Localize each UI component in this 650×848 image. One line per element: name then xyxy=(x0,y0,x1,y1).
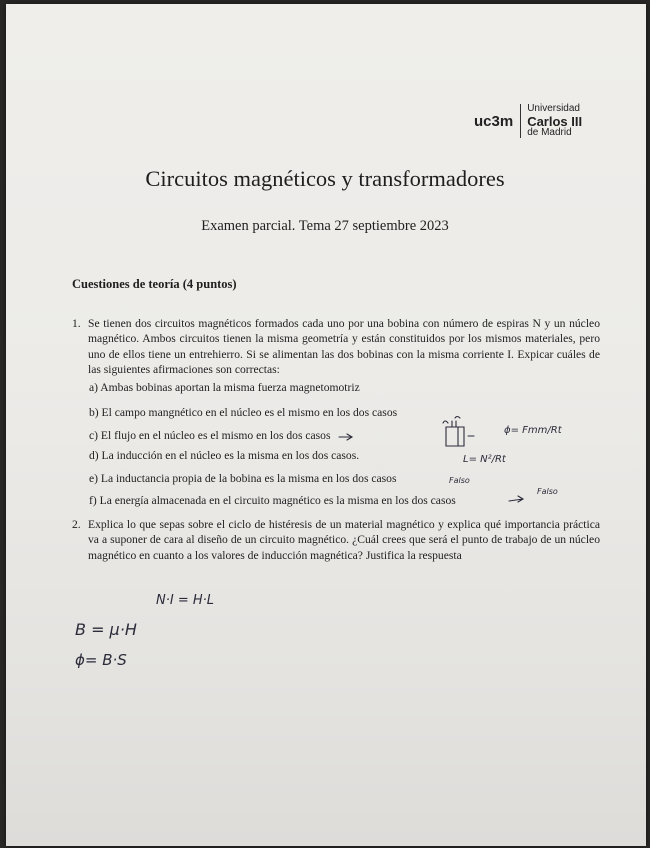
falso-note-f: Falso xyxy=(537,487,558,496)
ampere-law-note: N·I = H·L xyxy=(156,593,214,608)
university-logo xyxy=(474,104,582,139)
logo-line-3: de Madrid xyxy=(527,127,572,139)
option-f: f) La energía almacenada en el circuito magnético es la misma en los dos casos xyxy=(89,494,456,507)
option-e: e) La inductancia propia de la bobina es la misma en los dos casos xyxy=(89,472,397,485)
logo-university-name xyxy=(527,104,582,139)
phi-formula-note: ϕ= Fmm/Rt xyxy=(504,425,562,436)
section-heading: Cuestiones de teoría (4 puntos) xyxy=(72,277,237,291)
logo-line-1: Universidad xyxy=(527,103,580,114)
inductance-formula-note: L= N²/Rt xyxy=(463,454,506,465)
option-c: c) El flujo en el núcleo es el mismo en los dos casos xyxy=(89,429,331,442)
question-2-number: 2. xyxy=(72,518,81,531)
logo-divider xyxy=(520,104,521,138)
question-1 xyxy=(72,316,600,378)
option-b: b) El campo mangnético en el núcleo es el mismo en los dos casos xyxy=(89,406,398,419)
question-2-text: Explica lo que sepas sobre el ciclo de histéresis de un material magnético y explica qué importancia práctica va a suponer de cara al diseño de un circuito magnético. ¿Cuál crees que será el punto de trabajo de un núcleo magnético en cuanto a los valores de inducción magnética? Justifica la respuesta xyxy=(88,518,600,562)
b-formula-note: B = μ·H xyxy=(75,620,137,639)
option-d: d) La inducción en el núcleo es la misma en los dos casos. xyxy=(89,449,360,462)
falso-note-e: Falso xyxy=(449,476,470,485)
question-2 xyxy=(72,517,600,563)
question-1-text: Se tienen dos circuitos magnéticos formados cada uno por una bobina con número de espiras N y un núcleo magnético. Ambos circuitos tienen la misma geometría y están constituidos por los mismos materiales, pero uno de ellos tiene un entrehierro. Si se alimentan las dos bobinas con la misma corriente I. Expicar cuáles de las siguientes afirmaciones son correctas: xyxy=(88,317,600,377)
phi-bs-note: ϕ= B·S xyxy=(75,651,127,669)
exam-subtitle: Examen parcial. Tema 27 septiembre 2023 xyxy=(201,218,449,234)
option-a: a) Ambas bobinas aportan la misma fuerza magnetomotriz xyxy=(89,381,360,394)
logo-uc3m-text: uc3m xyxy=(474,112,514,130)
logo-line-2: Carlos III xyxy=(527,113,583,129)
question-1-number: 1. xyxy=(72,317,81,330)
exam-title: Circuitos magnéticos y transformadores xyxy=(145,166,505,191)
